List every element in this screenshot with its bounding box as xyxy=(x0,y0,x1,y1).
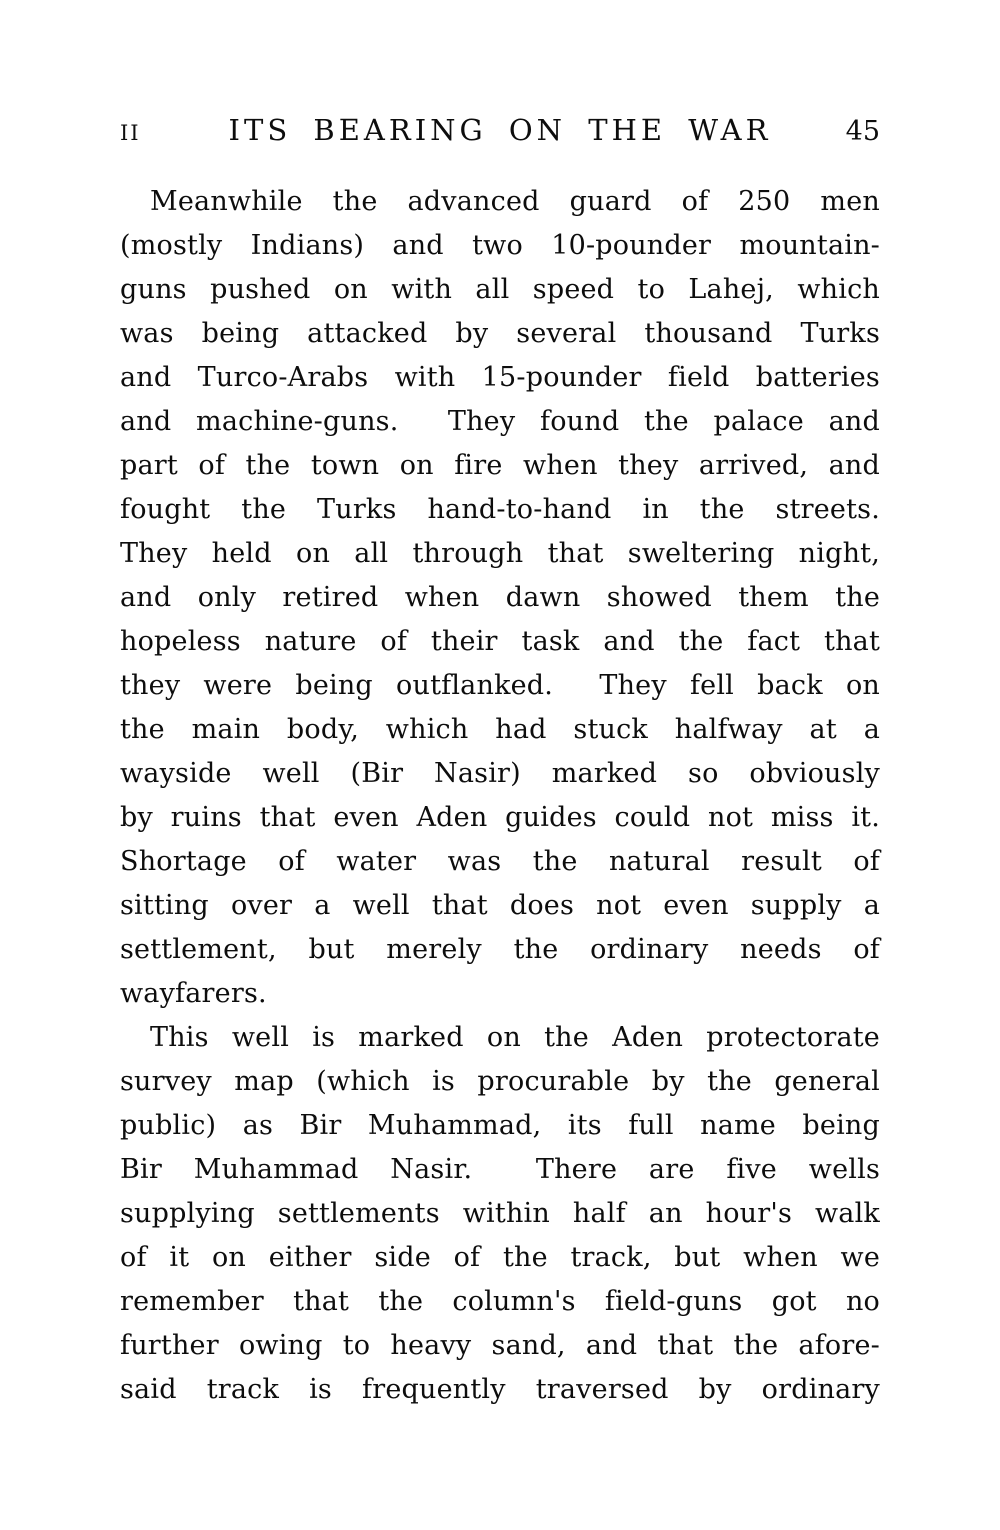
text-line: and machine-guns. They found the palace and xyxy=(120,406,880,437)
running-title: ITS BEARING ON THE WAR xyxy=(228,113,772,147)
text-line: guns pushed on with all speed to Lahej, which xyxy=(120,274,880,305)
text-line: remember that the column's field-guns got no xyxy=(120,1286,880,1317)
text-line: they were being outflanked. They fell back on xyxy=(120,670,880,701)
text-line: hopeless nature of their task and the fact that xyxy=(120,626,880,657)
text-line: by ruins that even Aden guides could not miss it. xyxy=(120,802,880,833)
text-line: supplying settlements within half an hour's walk xyxy=(120,1198,880,1229)
text-line: Shortage of water was the natural result of xyxy=(120,846,880,877)
running-header xyxy=(120,113,880,147)
text-line: of it on either side of the track, but when we xyxy=(120,1242,880,1273)
text-line: settlement, but merely the ordinary needs of xyxy=(120,934,880,965)
text-line: and Turco-Arabs with 15-pounder field batteries xyxy=(120,362,880,393)
text-line: They held on all through that sweltering night, xyxy=(120,538,880,569)
text-line: was being attacked by several thousand Turks xyxy=(120,318,880,349)
text-line: the main body, which had stuck halfway at a xyxy=(120,714,880,745)
text-line: sitting over a well that does not even supply a xyxy=(120,890,880,921)
text-line: said track is frequently traversed by ordinary xyxy=(120,1374,880,1405)
text-line: part of the town on fire when they arrived, and xyxy=(120,450,880,481)
text-line: Meanwhile the advanced guard of 250 men xyxy=(150,186,880,217)
text-line: further owing to heavy sand, and that the afore- xyxy=(120,1330,880,1361)
text-line: (mostly Indians) and two 10-pounder mountain- xyxy=(120,230,880,261)
text-line: This well is marked on the Aden protectorate xyxy=(150,1022,880,1053)
text-line: wayside well (Bir Nasir) marked so obviously xyxy=(120,758,880,789)
text-line: public) as Bir Muhammad, its full name being xyxy=(120,1110,880,1141)
chapter-numeral: II xyxy=(120,121,141,145)
text-line: wayfarers. xyxy=(120,978,267,1009)
text-line: survey map (which is procurable by the general xyxy=(120,1066,880,1097)
page-body xyxy=(120,180,880,1412)
text-line: Bir Muhammad Nasir. There are five wells xyxy=(120,1154,880,1185)
page-number: 45 xyxy=(845,116,880,147)
text-line: and only retired when dawn showed them the xyxy=(120,582,880,613)
text-line: fought the Turks hand-to-hand in the streets. xyxy=(120,494,880,525)
